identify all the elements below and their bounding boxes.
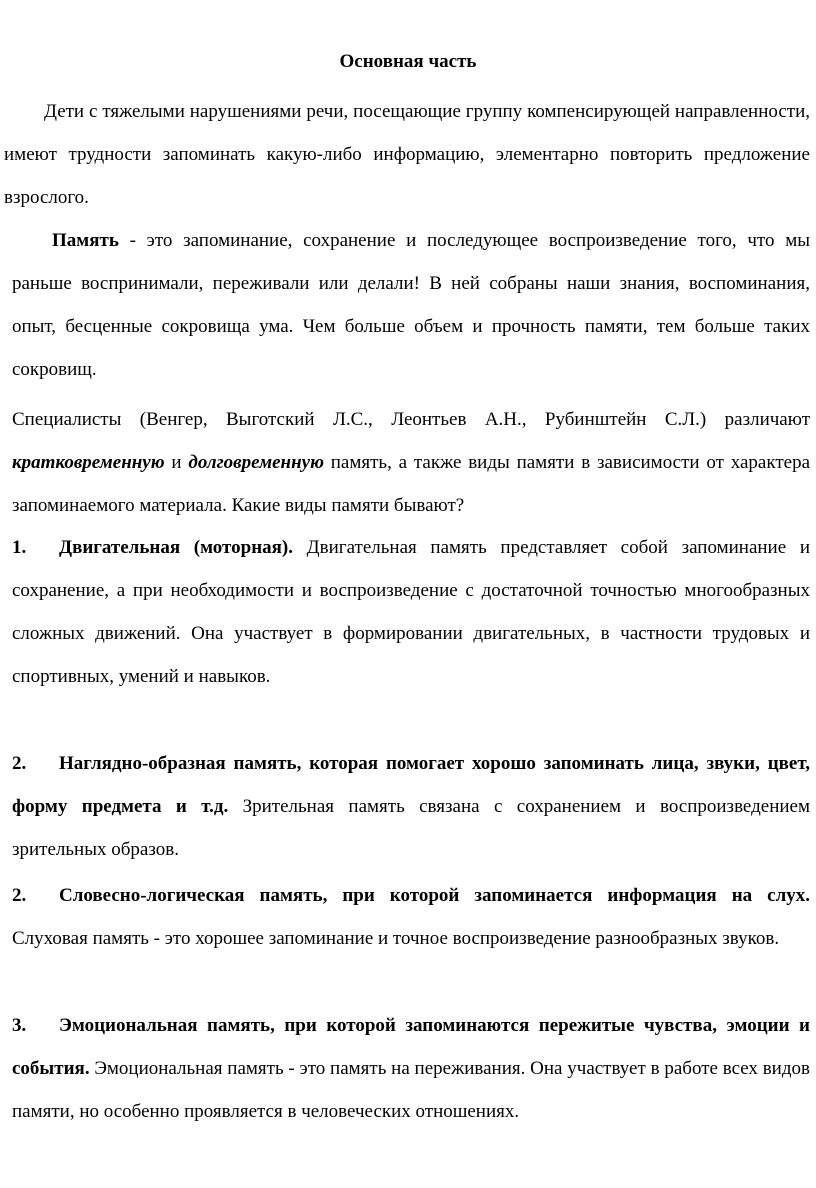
list-item-motor: [12, 526, 810, 698]
list-item-text: Двигательная память представляет собой запоминание и сохранение, а при необходимости и воспроизведение с достаточной точностью многообразных сложных движений. Она участвует в формировании двигательных, в частности трудовых и спортивных, умений и навыков.: [12, 537, 810, 687]
list-item-verbal: [12, 874, 810, 960]
memory-definition-text: - это запоминание, сохранение и последующее воспроизведение того, что мы раньше воспринимали, переживали или делали! В ней собраны наши знания, воспоминания, опыт, бесценные сокровища ума. Чем больше объем и прочность памяти, тем больше таких сокровищ.: [12, 230, 810, 380]
specialists-text-1: Специалисты (Венгер, Выготский Л.С., Леонтьев А.Н., Рубинштейн С.Л.) различают: [12, 409, 810, 430]
intro-paragraph: [4, 90, 810, 219]
list-item-text: Зрительная память связана с сохранением и воспроизведением зрительных образов.: [12, 796, 810, 860]
list-item-visual: [12, 742, 810, 871]
intro-text: Дети с тяжелыми нарушениями речи, посещающие группу компенсирующей направленности, имеют трудности запоминать какую-либо информацию, элементарно повторить предложение взрослого.: [4, 101, 810, 208]
list-item-emotional: [12, 1004, 810, 1133]
list-item-heading: Двигательная (моторная).: [59, 537, 294, 558]
long-term-term: долговременную: [188, 452, 324, 473]
list-number: 2.: [12, 885, 27, 906]
memory-definition-paragraph: [12, 219, 810, 391]
short-term-term: кратковременную: [12, 452, 165, 473]
memory-term: Память: [52, 230, 119, 251]
specialists-text-2: и: [164, 452, 189, 473]
list-number: 2.: [12, 753, 27, 774]
specialists-paragraph: [12, 398, 810, 527]
specialists-text-3: память, а также виды памяти в зависимости от характера запоминаемого материала. Какие виды памяти бывают?: [12, 452, 810, 516]
list-number: 1.: [12, 537, 27, 558]
list-item-heading: Словесно-логическая память, при которой запоминается информация на слух.: [59, 885, 810, 906]
list-item-text: Слуховая память - это хорошее запоминание и точное воспроизведение разнообразных звуков.: [12, 928, 780, 949]
section-title: Основная часть: [339, 51, 477, 72]
list-item-text: Эмоциональная память - это память на переживания. Она участвует в работе всех видов памяти, но особенно проявляется в человеческих отношениях.: [12, 1058, 810, 1122]
list-item-heading: Эмоциональная память, при которой запоминаются пережитые чувства, эмоции и события.: [12, 1015, 810, 1079]
list-number: 3.: [12, 1015, 27, 1036]
list-item-heading: Наглядно-образная память, которая помогает хорошо запоминать лица, звуки, цвет, форму предмета и т.д.: [12, 753, 810, 817]
